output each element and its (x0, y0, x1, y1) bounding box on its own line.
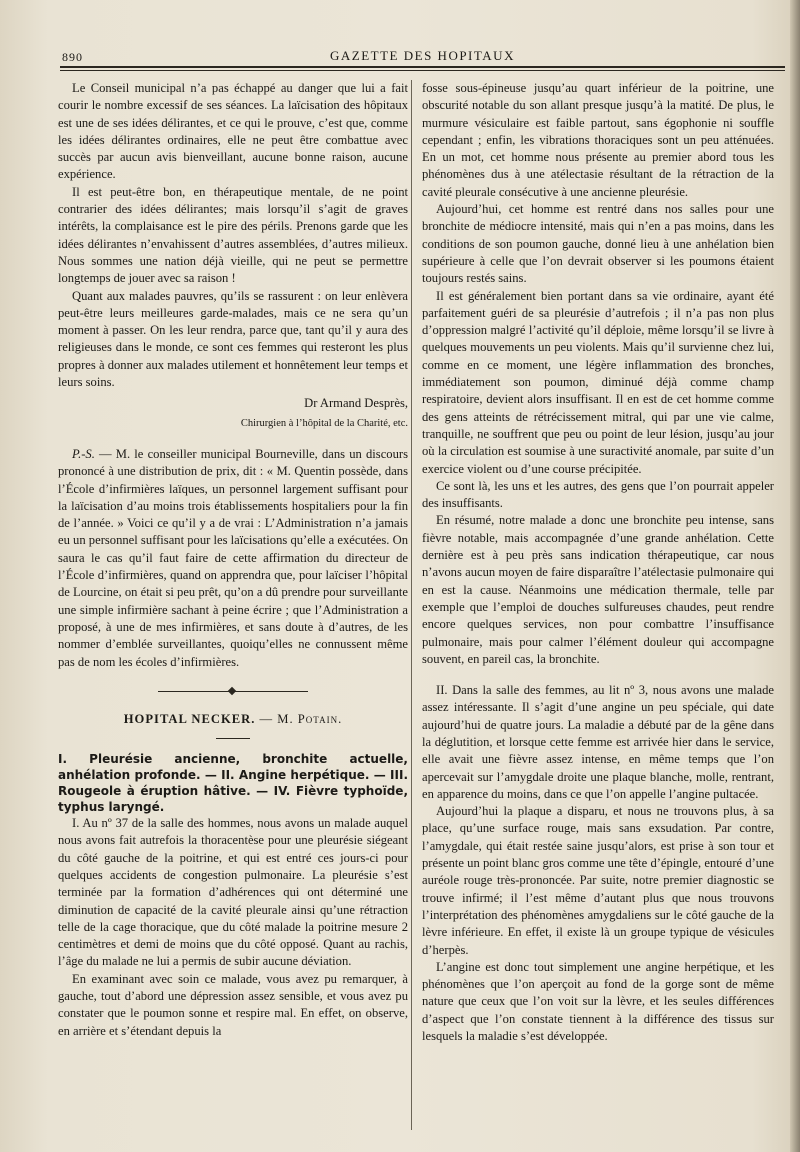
left-column (58, 80, 408, 1040)
signature-institution: Chirurgien à l’hôpital de la Charité, etc. (240, 417, 408, 429)
short-rule (216, 738, 250, 739)
paragraph: En résumé, notre malade a donc une bronchite peu intense, sans fièvre notable, mais accompagnée d’une grande anhélation. Cette dernière est à peu près sans indication thérapeutique, car nous n’avons aucun moyen de faire disparaître l’atélectasie pulmonaire qui en est la cause. Néanmoins une médication thermale, telle par exemple que l’emploi de douches sulfureuses chaudes, peut rendre encore quelques services, non pour combattre l’insuffisance pulmonaire, mais pour calmer l’élément douleur qui accompagne souvent, en pareil cas, la bronchite. (422, 513, 774, 666)
paragraph: Le Conseil municipal n’a pas échappé au danger que lui a fait courir le nombre excessif de ses séances. La laïcisation des hôpitaux est une de ses idées délirantes, et ce qui le prouve, c’est que, comme les idées délirantes ordinaires, elle ne peut être combattue avec succès par aucun avis bienveillant, aucune bonne raison, aucune expérience. (58, 81, 408, 182)
section-summary: I. Pleurésie ancienne, bronchite actuelle, anhélation profonde. — II. Angine herpétique. — III. Rougeole à éruption hâtive. — IV. Fièvre typhoïde, typhus laryngé. (58, 752, 408, 815)
header-rule (60, 66, 785, 68)
journal-title: GAZETTE DES HOPITAUX (330, 48, 515, 63)
section-ornament (58, 685, 408, 697)
section-title (58, 711, 408, 728)
paragraph: Il est peut-être bon, en thérapeutique mentale, de ne point contrarier des idées délirantes; mais lorsqu’il s’agit de graves intérêts, la complaisance est le pire des périls. Prenons garde que les idées délirantes n’envahissent d’autres assemblées, d’autres milieux. Nous sommes une nation déjà vieille, qui ne peut se permettre longtemps de jouer avec sa raison ! (58, 184, 408, 286)
postscript (58, 446, 408, 671)
paragraph: Il est généralement bien portant dans sa vie ordinaire, ayant été parfaitement guéri de sa pleurésie d’autrefois ; il n’a pas non plus d’oppression malgré l’activité qu’il déploie, même lorsqu’il se livre à quelques mouvements un peu violents. Mais qu’il survienne chez lui, comme en ce moment, une légère inflammation des bronches, immédiatement son poumon, diminué déjà comme champ respiratoire, devient alors insuffisant. Il en est de cet homme comme des gens atteints de rétrécissement mitral, qui par une vie calme, tranquille, ne souffrent que peu ou point de leur lésion, jusqu’au jour où la circulation est soumise à une suractivité anomale, par suite d’un exercice violent ou d’une course précipitée. (422, 288, 774, 476)
header-rule-thin (60, 70, 785, 71)
paragraph: Quant aux malades pauvres, qu’ils se rassurent : on leur enlèvera peut-être leurs meilleures garde-malades, mais ce ne sera qu’un moment à passer. On les leur rendra, parce que, tant qu’il y aura des religieuses dans le monde, ce sont ces femmes qui resteront les plus propres à donner aux malades utilement et honnêtement leur temps et leurs soins. (58, 288, 408, 390)
postscript-label: P.-S. (72, 446, 95, 461)
page-number: 890 (62, 50, 83, 64)
page-header (60, 44, 785, 64)
section-hospital: HOPITAL NECKER. (123, 711, 256, 726)
signature: Dr Armand Desprès, (304, 396, 408, 411)
paragraph: L’angine est donc tout simplement une angine herpétique, et les phénomènes que l’on aperçoit au fond de la gorge sont de même nature que ceux que l’on voit sur la lèvre, et les seules différences d’aspect que l’on constate tiennent à la différence des tissus sur lesquels la maladie s’est développée. (422, 959, 774, 1044)
ornament-diamond (228, 687, 236, 695)
paragraph: Aujourd’hui la plaque a disparu, et nous ne trouvons plus, à sa place, qu’une surface rouge, mais sans exsudation. Par contre, l’amygdale, qui était restée saine jusqu’alors, est prise à son tour et présente un point blanc gros comme une tête d’épingle, entouré d’une auréole rouge très-prononcée. Par suite, notre premier diagnostic se trouve infirmé; il l’est même d’autant plus que nous trouvons l’interprétation des phénomènes amygdaliens sur le côté gauche de la lèvre inférieure. En effet, il existe là un groupe typique de vésicules d’herpès. (422, 804, 774, 957)
paragraph: En examinant avec soin ce malade, vous avez pu remarquer, à gauche, tout d’abord une dépression assez sensible, et vous avez pu constater que le poumon sonne et respire mal. En effet, on observe, en arrière et s’étendant depuis la (58, 971, 408, 1038)
paragraph: Aujourd’hui, cet homme est rentré dans nos salles pour une bronchite de médiocre intensité, mais qui n’en a pas moins, dans les conditions de son poumon gauche, donné lieu à une anhélation bien supérieure à celle que l’on devrait observer si les poumons étaient toujours restés sains. (422, 202, 774, 286)
paragraph: I. Au nº 37 de la salle des hommes, nous avons un malade auquel nous avons fait autrefois la thoracentèse pour une pleurésie siégeant du côté gauche de la poitrine, et qui est entré ces jours-ci pour quelques accidents de congestion pulmonaire. La pleurésie s’est terminée par la formation d’adhérences qui ont déterminé une diminution de capacité de la cavité pleurale ainsi qu’une rétraction telle de la cage thoracique, que du côté malade la poitrine mesure 2 centimètres et demi de moins que du côté opposé. Quant au rachis, l’âge du malade ne lui a permis de subir aucune déviation. (58, 816, 408, 969)
paragraph: Ce sont là, les uns et les autres, des gens que l’on pourrait appeler des insuffisants. (422, 478, 774, 511)
paragraph: fosse sous-épineuse jusqu’au quart inférieur de la poitrine, une obscurité notable du son allant presque jusqu’à la matité. De plus, le murmure vésiculaire est faible partout, sans égophonie ni souffle cependant ; enfin, les vibrations thoraciques sont un peu atténuées. En un mot, cet homme nous présente au premier abord tous les phénomènes dus à une atélectasie résultant de la rétraction de la cavité pleurale consécutive à une ancienne pleurésie. (422, 81, 774, 199)
section-author: — M. Potain. (255, 711, 343, 726)
page-edge (790, 0, 800, 1152)
column-divider (411, 80, 412, 1130)
postscript-text: — M. le conseiller municipal Bourneville, dans un discours prononcé à une distribution de prix, dit : « M. Quentin possède, dans l’École d’infirmières laïques, un personnel largement suffisant pour la laïcisation d’au moins trois établissements hospitaliers pour la fin de l’année. » Voici ce qu’il y a de vrai : L’Administration n’a jamais eu un personnel suffisant pour les laïcisations qu’elle a exécutées. On saura le cas qu’il faut faire de cette affirmation du directeur de l’École d’infirmières, quand on apprendra que, pour laïciser l’hôpital de Lourcine, on était si peu prêt, qu’on a dû prendre pour surveillante une simple infirmière sachant à peine écrire ; que l’Administration a proposé, à une de mes infirmières, et sans doute à d’autres, de les nommer d’emblée surveillantes, quoiqu’elles ne connussent même pas de nom les écoles d’infirmières. (58, 446, 408, 669)
paragraph: II. Dans la salle des femmes, au lit nº 3, nous avons une malade assez intéressante. Il s’agit d’une angine un peu spéciale, qui date aujourd’hui de quatre jours. La maladie a débuté par de la gêne dans la déglutition, et lorsque cette femme est arrivée hier dans le service, elle avait une fièvre assez intense, en même temps que l’on apercevait sur l’amygdale droite une plaque blanche, molle, rentrant, en apparence du moins, dans ce que l’on appelle l’angine pultacée. (422, 683, 774, 801)
right-column (422, 80, 774, 1045)
